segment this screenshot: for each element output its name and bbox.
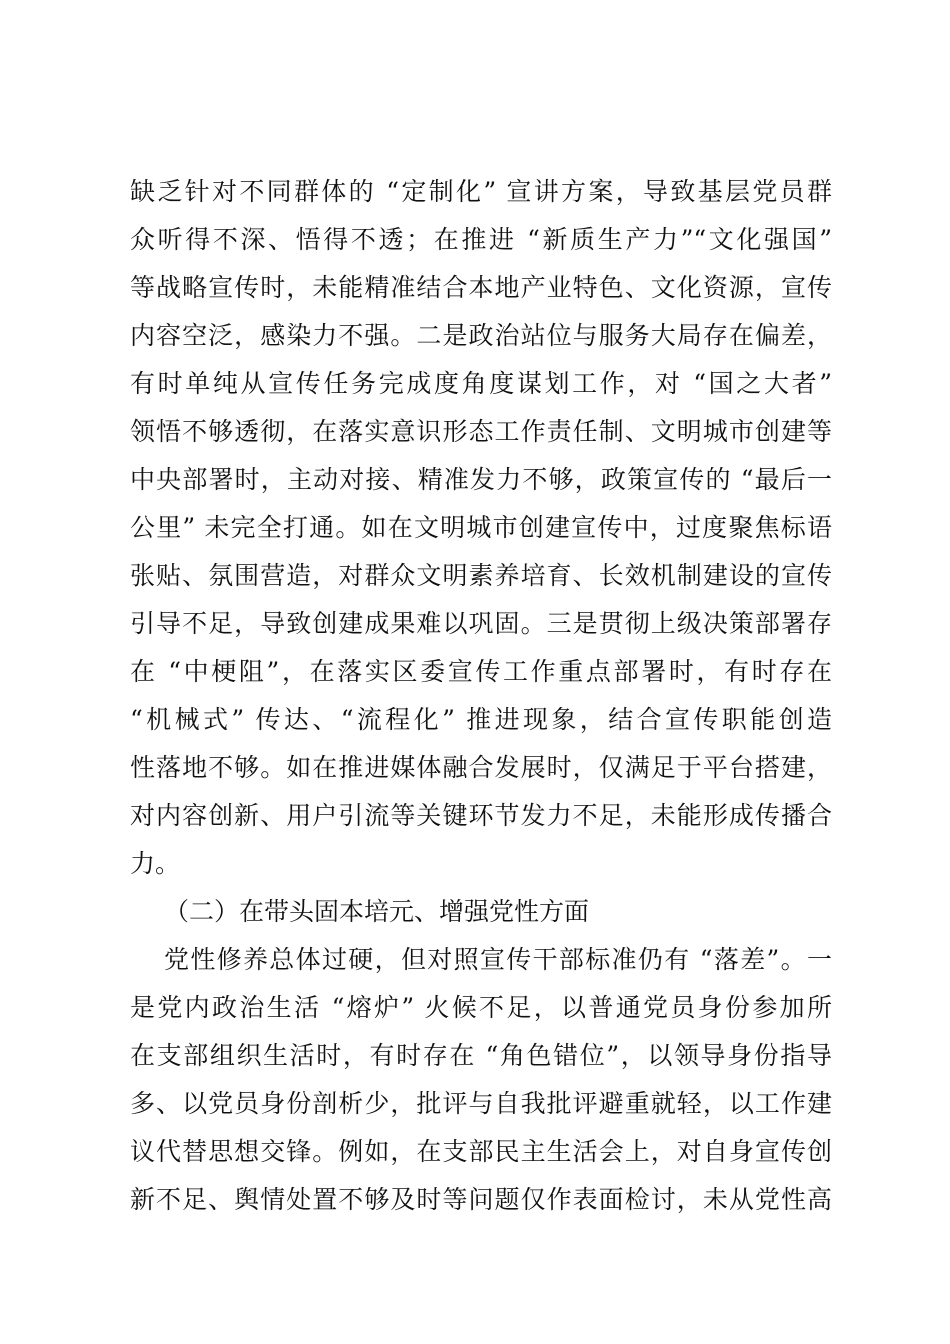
text-line: 在 “中梗阻”，在落实区委宣传工作重点部署时，有时存在	[130, 657, 832, 686]
section-heading: （二）在带头固本培元、增强党性方面	[164, 897, 590, 926]
text-line: 中央部署时，主动对接、精准发力不够，政策宣传的 “最后一	[130, 465, 832, 494]
text-line: 新不足、舆情处置不够及时等问题仅作表面检讨，未从党性高	[130, 1185, 832, 1214]
text-line: 众听得不深、悟得不透；在推进 “新质生产力”“文化强国”	[130, 225, 832, 254]
text-line: 议代替思想交锋。例如，在支部民主生活会上，对自身宣传创	[130, 1137, 832, 1166]
text-line: 张贴、氛围营造，对群众文明素养培育、长效机制建设的宣传	[130, 561, 832, 590]
text-line: 在支部组织生活时，有时存在 “角色错位”，以领导身份指导	[130, 1041, 832, 1070]
text-line: 等战略宣传时，未能精准结合本地产业特色、文化资源，宣传	[130, 273, 832, 302]
text-line: 引导不足，导致创建成果难以巩固。三是贯彻上级决策部署存	[130, 609, 832, 638]
document-page	[130, 172, 832, 1228]
text-line: 性落地不够。如在推进媒体融合发展时，仅满足于平台搭建，	[130, 753, 832, 782]
text-line: 公里” 未完全打通。如在文明城市创建宣传中，过度聚焦标语	[130, 513, 832, 542]
text-line: 党性修养总体过硬，但对照宣传干部标准仍有 “落差”。一	[164, 945, 832, 974]
text-line: 领悟不够透彻，在落实意识形态工作责任制、文明城市创建等	[130, 417, 832, 446]
paragraph-2	[130, 940, 832, 1228]
text-line: 力。	[130, 849, 181, 878]
text-line: 内容空泛，感染力不强。二是政治站位与服务大局存在偏差，	[130, 321, 832, 350]
paragraph-1	[130, 172, 832, 892]
text-line: 是党内政治生活 “熔炉” 火候不足，以普通党员身份参加所	[130, 993, 832, 1022]
text-line: 有时单纯从宣传任务完成度角度谋划工作，对 “国之大者”	[130, 369, 832, 398]
text-line: 多、以党员身份剖析少，批评与自我批评避重就轻，以工作建	[130, 1089, 832, 1118]
text-line: “机械式” 传达、“流程化” 推进现象，结合宣传职能创造	[130, 705, 832, 734]
text-line: 缺乏针对不同群体的 “定制化” 宣讲方案，导致基层党员群	[130, 177, 832, 206]
text-line: 对内容创新、用户引流等关键环节发力不足，未能形成传播合	[130, 801, 832, 830]
